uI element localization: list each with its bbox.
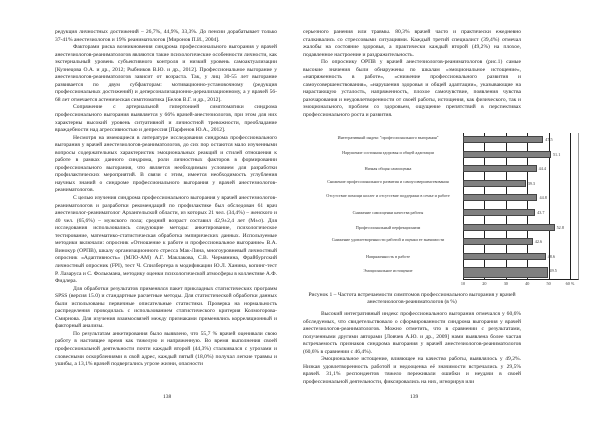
paragraph: Несмотря на имеющиеся в литературе исследования синдрома профессионального выгорания у врачей анестезиологов-реаниматологов, до сих пор остаются мало изученными вопросы содержательных характеристик эмоциональных реакций и стилей отношения к работе в рамках данного синдрома, роли личностных факторов в формировании профессионального выгорания, что является необходимым условием для разработки профилактических мероприятий. В связи с этим, имеется необходимость углубления научных знаний о синдроме профессионального выгорания у врачей анестезиологов-реаниматологов. bbox=[55, 134, 277, 194]
paragraph: редукция личностных достижений – 26,7%, 44,9%, 33,3%. До пенсии дорабатывает только 37-41% анестезиологов и 19% реаниматологов [Миронов П.И., 2004]. bbox=[55, 29, 277, 43]
category-label: Интегративный индекс "профессионального выгорания" bbox=[337, 135, 439, 140]
x-tick-label: 40 bbox=[525, 281, 530, 286]
paragraph: По опроснику ОРПВ у врачей анестезиологов-реаниматологов (рис.1) самые высокие значения были обнаружены по шкалам «эмоциональное истощение», «напряженность в работе», «снижение профессионального развития и самоусовершенствования», «нарушения здоровья и общей адаптации», указывающие на нарастающую усталость, напряженность, плохое самочувствие, появления чувства разочарования и неудовлетворенности от своей работы, истощения, как физического, так и эмоционального, проблем со здоровьем, ощущение препятствий в перспективах профессионального роста и развития. bbox=[303, 59, 521, 119]
paragraph: Факторами риска возникновения синдрома профессионального выгорания у врачей анестезиологов-реаниматологов являются такие психологические особенности личности, как экстернальный уровень субъективного контроля и низкий уровень самоактуализации [Кузнецова О.А. и др., 2012; Рыбников В.Ю. и др., 2012]. Профессиональное выгорание у анестезиологов-реаниматологов зависит от возраста. Так, у лиц 30-55 лет выгорание развивается по двум субфакторам: мотивационно-установочному (редукция профессиональных достижений) и деперсонализационно-дереализационному, а у врачей 56-68 лет отмечается астеническая симптоматика [Белов В.Г. и др., 2012]. bbox=[55, 44, 277, 103]
page-number-left: 138 bbox=[163, 394, 172, 400]
category-label: Снижение самооценки качества работы bbox=[352, 210, 424, 215]
right-column-bottom bbox=[303, 311, 521, 386]
bar bbox=[463, 165, 537, 172]
category-label: Напряженность в работе bbox=[366, 253, 410, 259]
data-label: 42.6 bbox=[534, 239, 543, 245]
figure-caption: Рисунок 1 – Частота встречаемости симптомов профессионального выгорания у врачей анестезиологов-реаниматологов (в %) bbox=[308, 292, 516, 306]
paragraph: Сопряжение с артериальной гипертонией симптоматики синдрома профессионального выгорания выявляется у 66% врачей-анестезиологов, при этом для них характерны высокий уровень ситуативной и личностной тревожности, преобладание враждебности над агрессивностью и депрессия [Парфенов Ю.А., 2012]. bbox=[55, 104, 277, 134]
data-label: 44.8 bbox=[539, 195, 547, 201]
data-label: 43.7 bbox=[537, 210, 545, 215]
paragraph: Высокий интегративный индекс профессионального выгорания отмечался у 60,6% обследуемых, что свидетельствовало о сформированности синдрома выгорания у врачей анестезиологов-реаниматологов. Можно отметить, что в сравнении с результатами, полученными другими авторами [Ловчев А.Ю. и др., 2009] нами выявлена более частая встречаемость признаков синдрома выгорания у врачей анестезиологов-реаниматологов (60,6% в сравнении с 46,4%). bbox=[303, 311, 521, 355]
category-label: Эмоциональное истощение bbox=[363, 268, 413, 274]
x-tick-label: 30 bbox=[503, 281, 508, 286]
category-label: Низкая общая самооценка bbox=[364, 166, 412, 172]
data-label: 47.5 bbox=[545, 137, 553, 142]
bar bbox=[463, 224, 555, 231]
data-label: 49.5 bbox=[549, 268, 557, 274]
gridline bbox=[570, 133, 571, 279]
category-label: Снижение профессионального развития и самоусовершенствования bbox=[327, 178, 449, 184]
bar bbox=[463, 194, 537, 201]
category-label: Снижение удовлетворенности работой и оценки ее значимости bbox=[331, 237, 445, 243]
bar bbox=[463, 238, 533, 245]
data-label: 52.8 bbox=[556, 224, 564, 230]
bar bbox=[463, 253, 546, 260]
bar bbox=[463, 267, 548, 278]
bar bbox=[463, 180, 526, 187]
x-tick-label: 60 % bbox=[565, 281, 575, 286]
category-label: Профессиональный перфекционизм bbox=[355, 224, 421, 230]
category-label: Отсутствие помощи коллег и отсутствие поддержки в семье и работе bbox=[326, 193, 450, 199]
paragraph: серьезного ранения или травмы. 80,3% врачей часто и практически ежедневно сталкивались со стрессовыми ситуациями. Каждый третий специалист (39,4%) отмечал жалобы на состояние здоровья, а практически каждый второй (49,2%) на плохое, подавленное настроение и раздражительность. bbox=[303, 29, 521, 58]
bar bbox=[463, 136, 543, 143]
page-number-right: 139 bbox=[410, 394, 419, 400]
data-label: 39.3 bbox=[527, 180, 536, 186]
bar-chart bbox=[318, 133, 580, 285]
paragraph: С целью изучения синдрома профессионального выгорания у врачей анестезиологов-реаниматологов и разработки рекомендаций по профилактике был обследован 61 врач анестезиолог-реаниматолог Архангельской области, из которых 21 чел. (34,4%) – женского и 40 чел. (65,6%) – мужского пола; средний возраст составил 42,9±2,4 лет (M±σ). Для исследования использовались следующие методы: анкетирование, психологическое тестирование, математико-статистическая обработка эмпирических данных. Используемые методики включали: опросник «Отношение к работе и профессиональное выгорание» В.А. Винокур (ОРПВ), шкалу организационного стресса Мак-Лина, многоуровневый личностный опросник «Адаптивность» (МЛО-АМ) А.Г. Маклакова, С.В. Чермянина, Фрайбургский личностный опросник (FPI), тест Ч. Спилбергера в модификации Ю.Л. Ханина, копинг-тест Р. Лазаруса и С. Фолькмана, методику оценки психологической атмосферы в коллективе А.Ф. Фидлера. bbox=[55, 195, 277, 285]
paragraph: Для обработки результатов применялся пакет прикладных статистических программ SPSS (версия 15.0) и стандартные расчетные методы. Для статистической обработки данных были использованы первичные описательные статистики. Проверка на нормальность распределения проводилась с использованием статистического критерия Колмогорова-Смирнова. Для изучения взаимосвязей между признаками применялись корреляционный и факторный анализы. bbox=[55, 285, 277, 330]
x-tick-label: 50 bbox=[546, 281, 551, 286]
paragraph: Эмоциональное истощение, влияющее на качество работы, выявлялось у 49,2%. Низкая удовлетворенность работой и недооценка её значимости встречались у 29,5% врачей. 31,1% респондентов тяжело переживали ошибки и неудачи в своей профессиональной деятельности, фиксировались на них, игнорируя или bbox=[303, 356, 521, 385]
data-label: 51.1 bbox=[552, 151, 561, 157]
left-column bbox=[55, 29, 277, 369]
bar bbox=[463, 151, 551, 158]
paragraph: По результатам анкетирования было выявлено, что 55,7 % врачей оценивали свою работу в настоящее время как тяжелую и напряженную. Во время выполнения своей профессиональной деятельности почти каждый второй (44,3%) сталкивался с угрозами и словесными оскорблениями в свой адрес, каждый пятый (18,0%) получал легкие травмы и ушибы, а 13,1% врачей подвергались угрозе жизни, опасности bbox=[55, 330, 277, 368]
bar bbox=[463, 209, 535, 216]
x-tick-label: 10 bbox=[460, 281, 466, 286]
category-label: Нарушение состояния здоровья и общей адаптации bbox=[342, 149, 434, 155]
x-tick-label: 20 bbox=[482, 281, 487, 286]
data-label: 48.6 bbox=[547, 253, 555, 259]
data-label: 44.4 bbox=[538, 166, 546, 172]
right-column-top bbox=[303, 29, 521, 120]
